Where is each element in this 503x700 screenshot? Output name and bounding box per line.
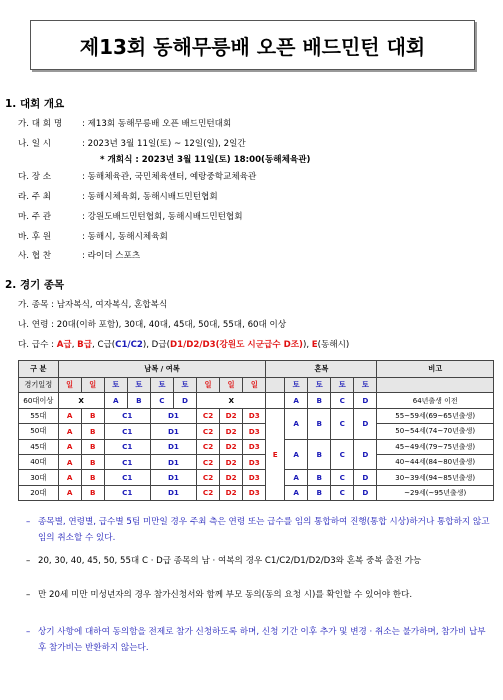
day-cell: 일 [197,378,220,393]
grade-cell: D [354,470,377,485]
table-row [19,439,494,454]
grade-sep1: , [71,340,78,350]
age-cell: 45대 [19,439,59,454]
header-doubles: 남복 / 여복 [58,361,266,378]
row-value: * 개회식 : 2023년 3월 11일(토) 18:00(동해체육관) [100,155,311,165]
note-item [26,514,491,546]
grade-cell: A [285,408,308,439]
grade-cell: B [81,439,104,454]
day-cell: 일 [58,378,81,393]
grade-cell: C1 [104,454,150,469]
grade-cell: D3 [243,408,266,423]
grade-cell: A [58,454,81,469]
grade-cell: X [197,393,266,408]
grade-cell: C2 [197,408,220,423]
day-cell: 토 [127,378,150,393]
grade-cell: D [354,393,377,408]
note-text: 만 20세 미만 미성년자의 경우 참가신청서와 함께 부모 동의(동의 요청 시)를 확인할 수 있어야 한다. [38,590,413,600]
grade-cell: D [354,485,377,500]
note-item [26,553,491,569]
remarks-cell: 40~44세(84~80년출생) [377,454,494,469]
table-row [19,454,494,469]
day-cell: 토 [104,378,127,393]
grade-cell: C2 [197,470,220,485]
day-cell: 토 [173,378,196,393]
section1-row [18,170,256,182]
note-bullet: – [26,627,31,637]
day-cell: 토 [354,378,377,393]
grade-cell: D2 [220,470,243,485]
grade-b: B급 [77,340,93,350]
table-row [19,485,494,500]
remarks-cell [377,378,494,393]
grade-cell: C1 [104,470,150,485]
row-label: 다. 장 소 [18,172,52,182]
e-cell [266,393,285,408]
grade-cell: C [331,470,354,485]
grade-cell: D1 [150,485,196,500]
section1-row [18,210,243,222]
remarks-cell: 45~49세(79~75년출생) [377,439,494,454]
grade-sep4: ), [302,340,312,350]
row-value: : 동해체육관, 국민체육센터, 예랑중학교체육관 [82,172,257,182]
day-cell: 토 [285,378,308,393]
grade-a: A급 [56,340,72,350]
grade-cell: D2 [220,408,243,423]
table-row [19,393,494,408]
row-label: 바. 후 원 [18,232,52,242]
note-bullet: – [26,517,31,527]
grade-cell: D1 [150,454,196,469]
grade-cell: A [58,470,81,485]
grade-c: C1/C2 [115,340,143,350]
grade-cell: B [81,424,104,439]
grade-cell: C2 [197,439,220,454]
grade-cell: D1 [150,408,196,423]
grade-cell: B [127,393,150,408]
grade-cell: A [58,424,81,439]
grade-cell: A [285,439,308,470]
day-cell: 토 [331,378,354,393]
section2-heading: 2. 경기 종목 [5,279,65,291]
grade-cell: D3 [243,439,266,454]
grade-cell: A [285,485,308,500]
grade-cell: A [285,470,308,485]
grade-cell: D [173,393,196,408]
row-label: 라. 주 최 [18,192,52,202]
grade-cell: D [354,408,377,439]
note-bullet: – [26,556,31,566]
grade-cell: A [58,485,81,500]
section1-row [18,249,140,261]
table-row [19,470,494,485]
grade-cell: D1 [150,424,196,439]
header-division: 구 분 [19,361,59,378]
remarks-cell: 50~54세(74~70년출생) [377,424,494,439]
grade-cell: B [81,470,104,485]
age-cell: 55대 [19,408,59,423]
grade-cell: C [331,393,354,408]
grade-cell: C1 [104,424,150,439]
note-text: 20, 30, 40, 45, 50, 55대 C · D급 종목의 남 · 여복의 경우 C1/C2/D1/D2/D3와 혼복 중복 출전 가능 [38,556,422,566]
grade-sep3: ), D급( [142,340,170,350]
grade-cell: B [308,485,331,500]
remarks-cell: 55~59세(69~65년출생) [377,408,494,423]
grade-cell: D2 [220,439,243,454]
grade-e: E [311,340,318,350]
remarks-cell: 30~39세(94~85년출생) [377,470,494,485]
e-cell: E [266,408,285,500]
grade-cell: C1 [104,408,150,423]
grade-cell: B [81,408,104,423]
row-label: 마. 주 관 [18,212,52,222]
schedule-table [18,360,494,501]
age-line: 나. 연령 : 20대(이하 포함), 30대, 40대, 45대, 50대, 55대, 60대 이상 [18,320,287,330]
grade-cell: D1 [150,470,196,485]
day-cell: 일 [220,378,243,393]
title-box [30,20,475,70]
note-item [26,587,491,603]
header-remarks: 비고 [377,361,494,378]
age-cell: 20대 [19,485,59,500]
grade-cell: C [331,439,354,470]
grade-cell: A [285,393,308,408]
row-value: : 제13회 동해무릉배 오픈 배드민턴대회 [82,119,232,129]
grade-cell: D1 [150,439,196,454]
grade-sep2: , C급( [92,340,116,350]
grade-cell: B [308,408,331,439]
grade-cell: D2 [220,424,243,439]
section1-row [18,117,231,129]
grade-cell: B [81,454,104,469]
grade-cell: D3 [243,424,266,439]
section1-row [18,190,218,202]
row-value: : 2023년 3월 11일(토) ~ 12일(일), 2일간 [82,139,246,149]
day-cell: 일 [243,378,266,393]
level-label: 경기일정 [19,378,59,393]
grade-cell: C1 [104,439,150,454]
grade-cell: C2 [197,424,220,439]
grade-cell: D3 [243,470,266,485]
note-bullet: – [26,590,31,600]
grade-suffix: (동해시) [317,340,350,350]
day-cell: 일 [81,378,104,393]
row-value: : 동해시체육회, 동해시배드민턴협회 [82,192,218,202]
grade-cell: A [58,408,81,423]
note-text: 종목별, 연령별, 급수별 5팀 미만일 경우 주최 측은 연령 또는 급수를 임의 통합하여 진행(통합 시상)하거나 통합하지 않고 임의 취소할 수 있다. [38,517,490,543]
grade-d: D1/D2/D3(강원도 시군급수 D조) [169,340,303,350]
grade-cell: C [331,408,354,439]
age-cell: 30대 [19,470,59,485]
note-item [26,624,491,656]
day-cell: 토 [308,378,331,393]
grade-cell: C2 [197,485,220,500]
row-label: 나. 일 시 [18,139,52,149]
schedule-row [19,378,494,393]
grade-prefix: 다. 급수 : [18,340,57,350]
grade-line [18,338,349,350]
page-title: 제13회 동해무릉배 오픈 배드민턴 대회 [79,35,426,59]
grade-cell: A [104,393,127,408]
grade-cell: C2 [197,454,220,469]
grade-cell: C1 [104,485,150,500]
note-text: 상기 사항에 대하여 동의함을 전제로 참가 신청하도록 하며, 신청 기간 이후 추가 및 변경 · 취소는 불가하며, 참가비 납부 후 참가비는 반환하지 않는다. [38,627,486,653]
grade-cell: C [331,485,354,500]
grade-cell: B [308,393,331,408]
row-label: 가. 대 회 명 [18,119,63,129]
age-cell: 50대 [19,424,59,439]
grade-cell: B [308,439,331,470]
row-value: : 동해시, 동해시체육회 [82,232,168,242]
grade-cell: B [81,485,104,500]
age-cell: 60대이상 [19,393,59,408]
event-line: 가. 종목 : 남자복식, 여자복식, 혼합복식 [18,300,168,310]
day-cell: 토 [150,378,173,393]
grade-cell: C [150,393,173,408]
grade-cell: D3 [243,454,266,469]
section1-heading: 1. 대회 개요 [5,98,65,110]
row-value: : 라이더 스포츠 [82,251,141,261]
grade-cell: D2 [220,485,243,500]
table-row [19,408,494,423]
remarks-cell: 64년출생 이전 [377,393,494,408]
header-mixed: 혼복 [266,361,377,378]
grade-cell: D3 [243,485,266,500]
grade-cell: D2 [220,454,243,469]
row-label: 사. 협 찬 [18,251,52,261]
day-cell [266,378,285,393]
table-row [19,424,494,439]
grade-cell: B [308,470,331,485]
row-value: : 강원도배드민턴협회, 동해시배드민턴협회 [82,212,243,222]
section1-row [100,153,310,165]
grade-cell: X [58,393,104,408]
grade-cell: A [58,439,81,454]
grade-cell: D [354,439,377,470]
remarks-cell: ~29세(~95년출생) [377,485,494,500]
age-cell: 40대 [19,454,59,469]
section1-row [18,230,168,242]
section1-row [18,137,246,149]
